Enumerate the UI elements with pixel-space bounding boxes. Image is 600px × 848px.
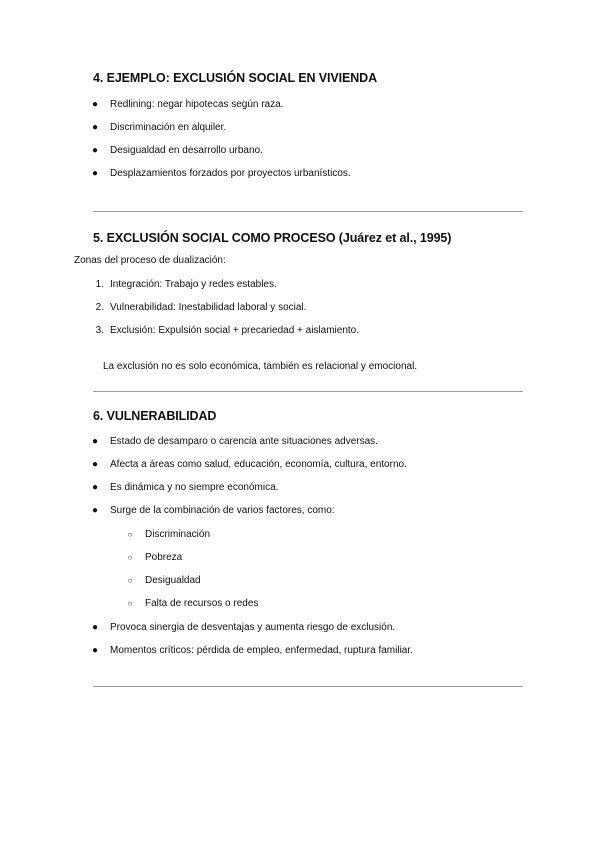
section-5-title: 5. EXCLUSIÓN SOCIAL COMO PROCESO (Juárez et al., 1995) xyxy=(93,231,452,245)
list-item xyxy=(91,145,263,157)
sub-list-item-text: Falta de recursos o redes xyxy=(145,598,259,609)
list-item xyxy=(91,459,407,471)
list-item-text: Vulnerabilidad: Inestabilidad laboral y social. xyxy=(110,302,307,313)
circle-bullet-icon: ○ xyxy=(127,553,133,562)
list-item-text: Es dinámica y no siempre económica. xyxy=(110,482,279,493)
section-5-intro: Zonas del proceso de dualización: xyxy=(74,255,226,266)
list-item-text: Afecta a áreas como salud, educación, economía, cultura, entorno. xyxy=(110,459,407,470)
section-5-note: La exclusión no es solo económica, también es relacional y emocional. xyxy=(103,361,418,372)
circle-bullet-icon: ○ xyxy=(127,576,133,585)
bullet-icon: ● xyxy=(91,505,99,516)
list-item xyxy=(91,99,284,111)
list-item-text: Discriminación en alquiler. xyxy=(110,122,227,133)
bullet-icon: ● xyxy=(91,459,99,470)
list-item xyxy=(95,302,307,314)
section-6-title: 6. VULNERABILIDAD xyxy=(93,409,217,423)
sub-list-item xyxy=(127,598,259,610)
list-item-text: Desigualdad en desarrollo urbano. xyxy=(110,145,263,156)
list-item-text: Redlining: negar hipotecas según raza. xyxy=(110,99,284,110)
list-item-text: Provoca sinergia de desventajas y aumenta riesgo de exclusión. xyxy=(110,622,396,633)
list-item xyxy=(91,436,378,448)
list-item-text: Desplazamientos forzados por proyectos urbanísticos. xyxy=(110,168,351,179)
list-item xyxy=(95,325,360,337)
sub-list-item-text: Discriminación xyxy=(145,529,211,540)
bullet-icon: ● xyxy=(91,145,99,156)
sub-list-item xyxy=(127,552,183,564)
list-item xyxy=(91,122,227,134)
list-item xyxy=(91,168,351,180)
bullet-icon: ● xyxy=(91,122,99,133)
list-item xyxy=(95,279,277,291)
list-item-text: Exclusión: Expulsión social + precariedad + aislamiento. xyxy=(110,325,360,336)
list-number: 1. xyxy=(95,279,104,290)
section-divider xyxy=(93,686,523,687)
list-number: 2. xyxy=(95,302,104,313)
list-item xyxy=(91,482,279,494)
bullet-icon: ● xyxy=(91,168,99,179)
list-item-text: Surge de la combinación de varios factores, como: xyxy=(110,505,335,516)
section-divider xyxy=(93,211,523,212)
circle-bullet-icon: ○ xyxy=(127,530,133,539)
bullet-icon: ● xyxy=(91,622,99,633)
circle-bullet-icon: ○ xyxy=(127,599,133,608)
list-item-text: Estado de desamparo o carencia ante situaciones adversas. xyxy=(110,436,378,447)
bullet-icon: ● xyxy=(91,482,99,493)
bullet-icon: ● xyxy=(91,645,99,656)
section-4-title: 4. EJEMPLO: EXCLUSIÓN SOCIAL EN VIVIENDA xyxy=(93,71,378,85)
sub-list-item-text: Desigualdad xyxy=(145,575,201,586)
list-item-text: Momentos críticos: pérdida de empleo, enfermedad, ruptura familiar. xyxy=(110,645,413,656)
list-number: 3. xyxy=(95,325,104,336)
list-item xyxy=(91,505,335,517)
bullet-icon: ● xyxy=(91,99,99,110)
list-item-text: Integración: Trabajo y redes estables. xyxy=(110,279,277,290)
sub-list-item-text: Pobreza xyxy=(145,552,183,563)
list-item xyxy=(91,622,396,634)
section-divider xyxy=(93,391,523,392)
sub-list-item xyxy=(127,575,201,587)
sub-list-item xyxy=(127,529,211,541)
bullet-icon: ● xyxy=(91,436,99,447)
list-item xyxy=(91,645,413,657)
